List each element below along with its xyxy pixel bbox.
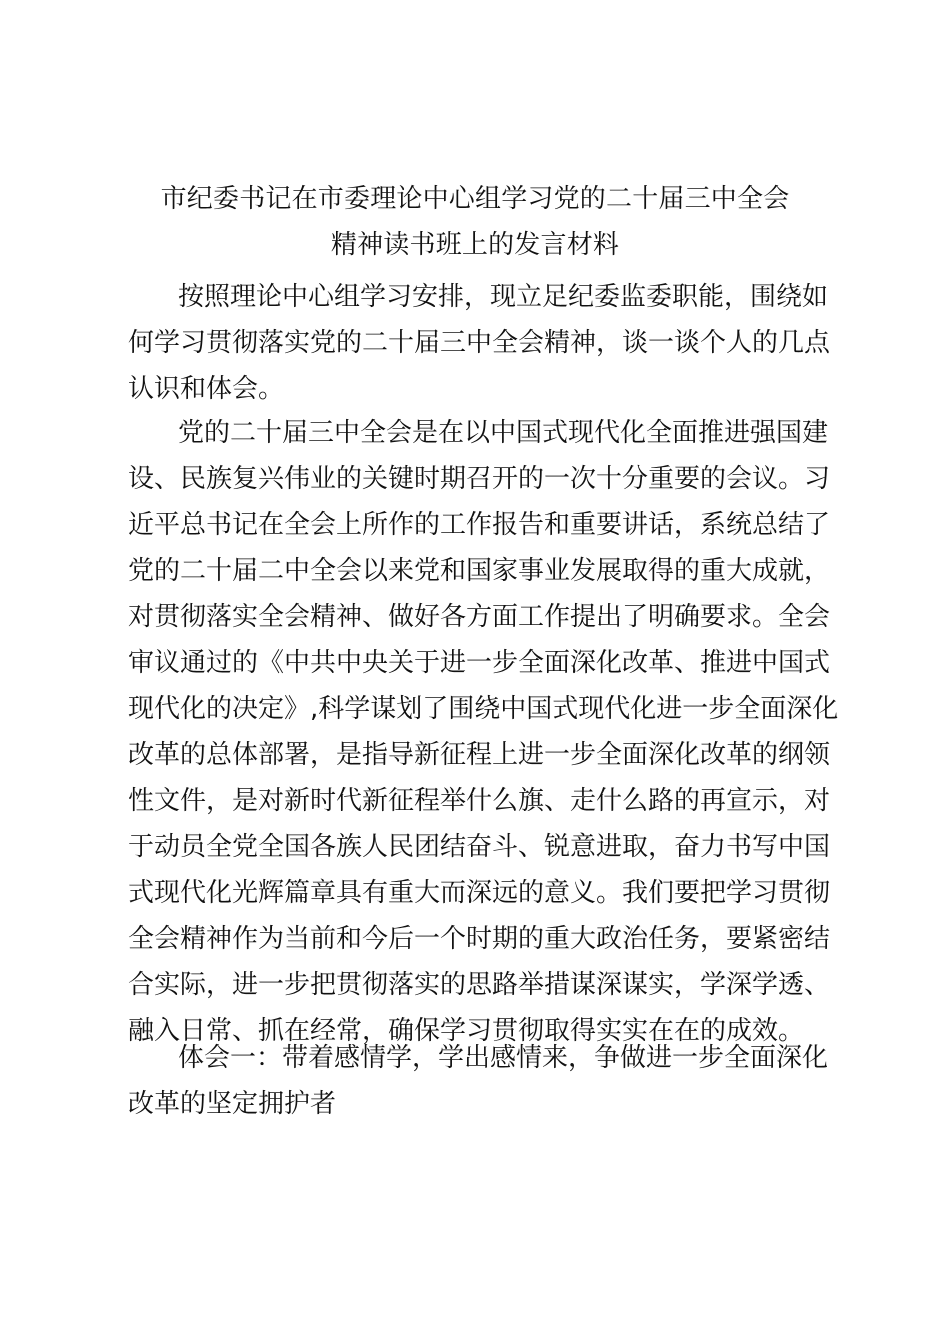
paragraph-line: 合实际，进一步把贯彻落实的思路举措谋深谋实，学深学透、 [128, 970, 831, 1000]
heading-line: 体会一：带着感情学，学出感情来，争做进一步全面深化 [178, 1043, 829, 1073]
section-heading-one [128, 1035, 828, 1127]
paragraph-line: 性文件，是对新时代新征程举什么旗、走什么路的再宣示，对 [128, 786, 831, 816]
paragraph-line: 设、民族复兴伟业的关键时期召开的一次十分重要的会议。习 [128, 464, 831, 494]
title-line: 市纪委书记在市委理论中心组学习党的二十届三中全会 [160, 184, 790, 214]
paragraph-line: 融入日常、抓在经常，确保学习贯彻取得实实在在的成效。 [128, 1016, 805, 1046]
paragraph-background [128, 410, 839, 1054]
title-line: 精神读书班上的发言材料 [330, 230, 620, 260]
paragraph-line: 近平总书记在全会上所作的工作报告和重要讲话，系统总结了 [128, 510, 831, 540]
paragraph-line: 党的二十届三中全会是在以中国式现代化全面推进强国建 [178, 418, 829, 448]
paragraph-line: 何学习贯彻落实党的二十届三中全会精神，谈一谈个人的几点 [128, 328, 831, 358]
paragraph-line: 党的二十届二中全会以来党和国家事业发展取得的重大成就， [128, 556, 831, 586]
paragraph-line: 按照理论中心组学习安排，现立足纪委监委职能，围绕如 [178, 282, 829, 312]
paragraph-intro [128, 274, 831, 412]
paragraph-line: 全会精神作为当前和今后一个时期的重大政治任务，要紧密结 [128, 924, 831, 954]
paragraph-line: 现代化的决定》,科学谋划了围绕中国式现代化进一步全面深化 [128, 694, 839, 724]
paragraph-line: 对贯彻落实全会精神、做好各方面工作提出了明确要求。全会 [128, 602, 831, 632]
paragraph-line: 认识和体会。 [128, 374, 285, 404]
paragraph-line: 于动员全党全国各族人民团结奋斗、锐意进取，奋力书写中国 [128, 832, 831, 862]
document-title [120, 176, 830, 268]
paragraph-line: 式现代化光辉篇章具有重大而深远的意义。我们要把学习贯彻 [128, 878, 831, 908]
paragraph-line: 审议通过的《中共中央关于进一步全面深化改革、推进中国式 [128, 648, 831, 678]
heading-line: 改革的坚定拥护者 [128, 1089, 337, 1119]
paragraph-line: 改革的总体部署，是指导新征程上进一步全面深化改革的纲领 [128, 740, 831, 770]
